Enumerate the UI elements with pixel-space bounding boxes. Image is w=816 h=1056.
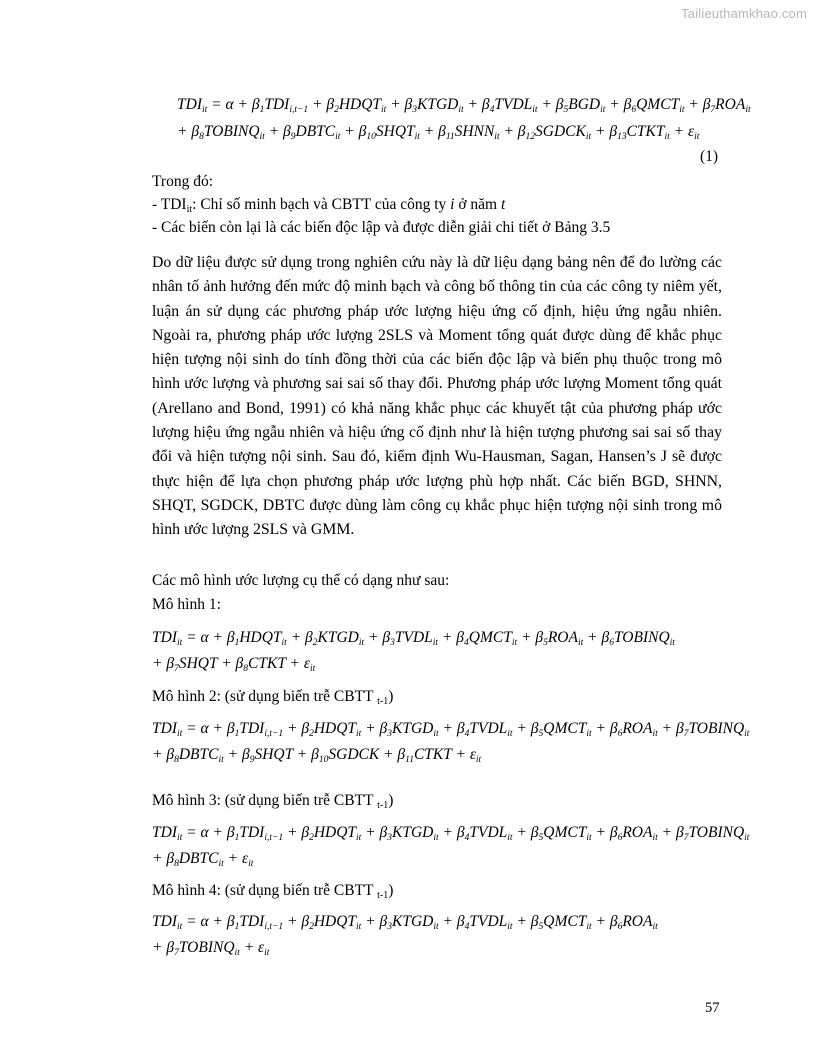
equation-number: (1) [700, 148, 719, 165]
model-3-label: Mô hình 3: (sử dụng biến trễ CBTT $_{t-1}$) [152, 792, 394, 811]
model-2-label: Mô hình 2: (sử dụng biến trễ CBTT $_{t-1}$) [152, 688, 394, 707]
where-item-other-variables: - Các biến còn lại là các biến độc lập và được diễn giải chi tiết ở Bảng 3.5 [152, 219, 611, 236]
page-number: 57 [705, 1000, 720, 1016]
main-equation-line-1: $TDI_{it} = \alpha + \beta_1TDI_{i,t-1}$ + $\beta_2HDQT_{it}$ + $\beta_3KTGD_{it}$ + $\beta_4TVDL_{it} + \beta_5BGD_{it}$ + $\beta_6QMCT_{it} + \beta_7ROA_{it}$ [177, 96, 751, 115]
where-heading: Trong đó: [152, 173, 214, 190]
model-1-equation-line-1: $TDI_{it} = \alpha$ + $\beta_1HDQT_{it}$ + $\beta_2KTGD_{it}$ + $\beta_3TVDL_{it}$ + $\beta_4QMCT_{it} + \beta_5ROA_{it}$ + $\beta_6TOBINQ_{it}$ [152, 629, 675, 648]
model-4-label: Mô hình 4: (sử dụng biến trễ CBTT $_{t-1}$) [152, 882, 394, 901]
models-intro: Các mô hình ước lượng cụ thể có dạng như sau: [152, 572, 450, 589]
model-3-equation-line-1: $TDI_{it} = \alpha + \beta_1TDI_{i,t-1}$ + $\beta_2HDQT_{it}$ + $\beta_3KTGD_{it}$ + $\beta_4TVDL_{it}$ + $\beta_5QMCT_{it} + \beta_6ROA_{it}$ + $\beta_7TOBINQ_{it}$ [152, 824, 750, 843]
main-equation-line-2: + $\beta_8TOBINQ_{it}$ + $\beta_9DBTC_{it}$ + $\beta_{10}SHQT_{it}$ + $\beta_{11}SHNN_{it}$ + $\beta_{12}SGDCK_{it}$ + $\beta_{13}CTKT_{it} + \varepsilon_{it}$ [177, 123, 700, 142]
model-4-equation-line-2: + $\beta_7TOBINQ_{it} + \varepsilon_{it}$ [152, 939, 270, 958]
method-paragraph: Do dữ liệu được sử dụng trong nghiên cứu này là dữ liệu dạng bảng nên để đo lường các nhân tố ảnh hưởng đến mức độ minh bạch và công bố thông tin của các công ty niêm yết, luận án sử dụng các phương pháp ước lượng hiệu ứng cố định, hiệu ứng ngẫu nhiên. Ngoài ra, phương pháp ước lượng 2SLS và Moment tổng quát được dùng để khắc phục hiện tượng nội sinh do tính đồng thời của các biến độc lập và biến phụ thuộc trong mô hình ước lượng và phương sai sai số thay đổi. Phương pháp ước lượng Moment tổng quát (Arellano and Bond, 1991) có khả năng khắc phục các khuyết tật của phương pháp ước lượng hiệu ứng ngẫu nhiên và hiệu ứng cố định như là hiện tượng phương sai sai số thay đổi và hiện tượng nội sinh. Sau đó, kiểm định Wu-Hausman, Sagan, Hansen’s J sẽ được thực hiện để lựa chọn phương pháp ước lượng phù hợp nhất. Các biến BGD, SHNN, SHQT, SGDCK, DBTC được dùng làm công cụ khắc phục hiện tượng nội sinh trong mô hình ước lượng 2SLS và GMM. [152, 254, 722, 539]
model-2-equation-line-2: + $\beta_8DBTC_{it}$ + $\beta_9SHQT$ + $\beta_{10}SGDCK$ + $\beta_{11}CTKT + \varepsilon_{it}$ [152, 746, 482, 765]
model-2-equation-line-1: $TDI_{it} = \alpha + \beta_1TDI_{i,t-1}$ + $\beta_2HDQT_{it}$ + $\beta_3KTGD_{it}$ + $\beta_4TVDL_{it}$ + $\beta_5QMCT_{it} + \beta_6ROA_{it}$ + $\beta_7TOBINQ_{it}$ [152, 720, 750, 739]
model-4-equation-line-1: $TDI_{it} = \alpha + \beta_1TDI_{i,t-1}$ + $\beta_2HDQT_{it}$ + $\beta_3KTGD_{it}$ + $\beta_4TVDL_{it}$ + $\beta_5QMCT_{it} + \beta_6ROA_{it}$ [152, 913, 658, 932]
where-item-tdi: - $TDI_{it}$: Chỉ số minh bạch và CBTT của công ty i ở năm t [152, 196, 506, 215]
model-1-equation-line-2: + $\beta_7SHQT$ + $\beta_8CTKT + \varepsilon_{it}$ [152, 655, 316, 674]
watermark: Tailieuthamkhao.com [681, 6, 807, 21]
model-3-equation-line-2: + $\beta_8DBTC_{it} + \varepsilon_{it}$ [152, 850, 254, 869]
model-1-label: Mô hình 1: [152, 596, 221, 613]
